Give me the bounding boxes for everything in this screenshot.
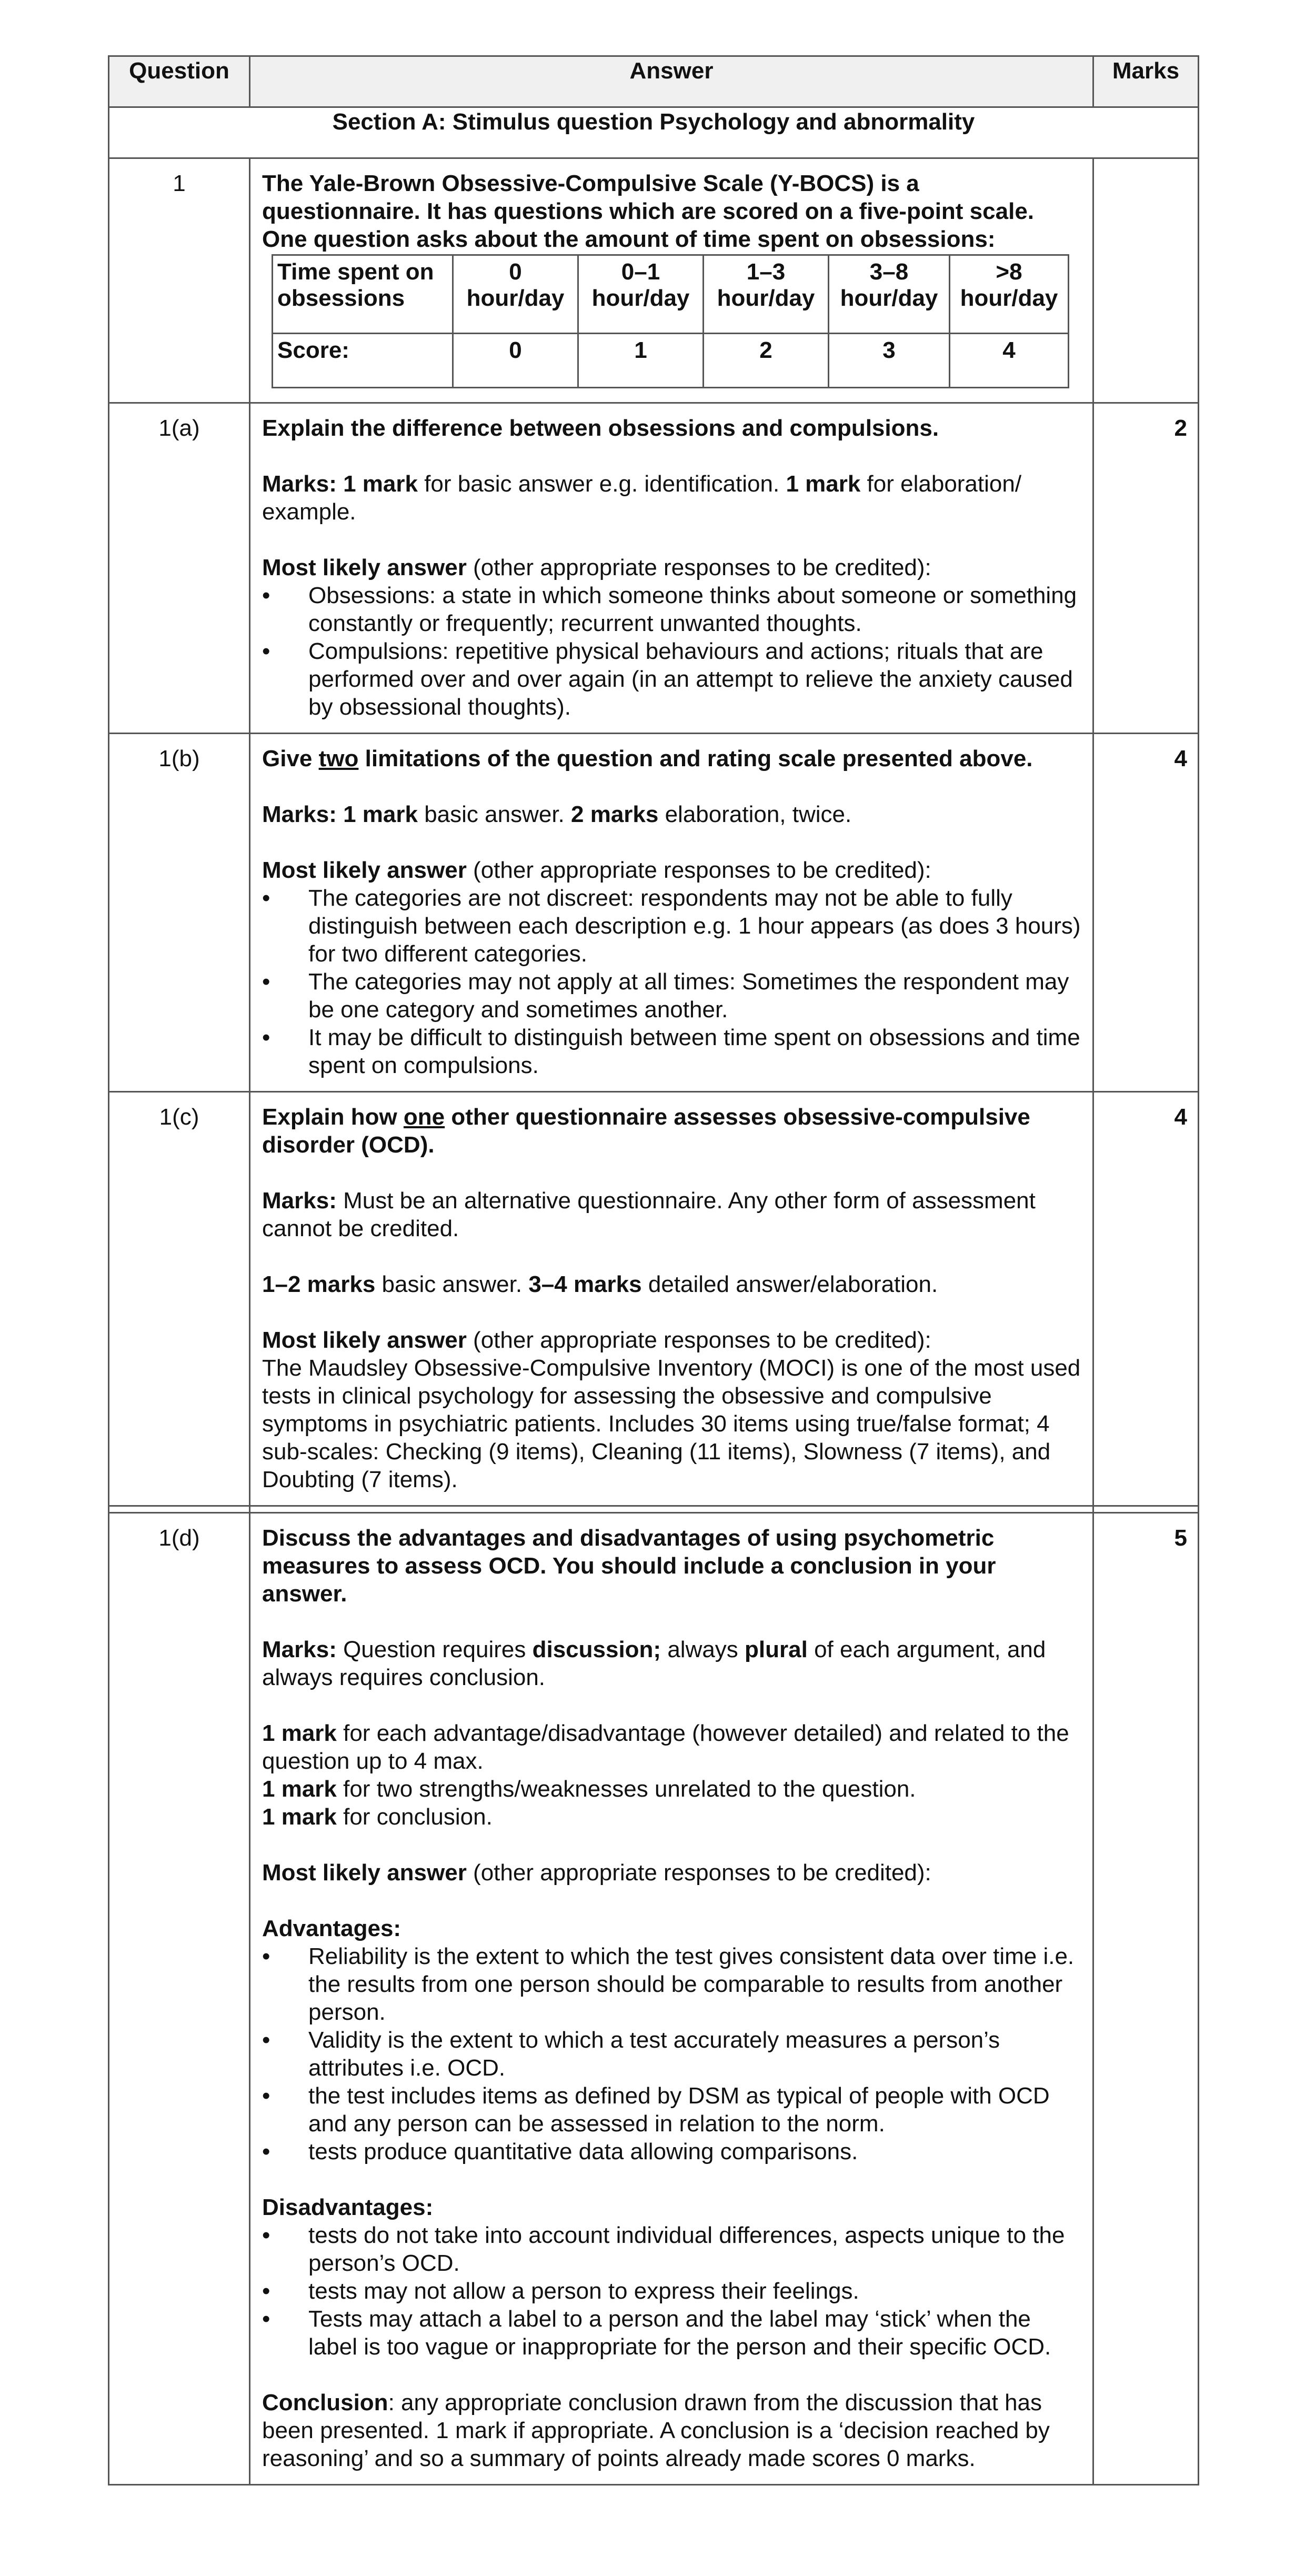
ybocs-header-row	[273, 255, 1069, 334]
ybocs-col-2: 1–3 hour/day	[704, 255, 829, 334]
answer-bullets	[262, 884, 1081, 1079]
ybocs-col-3: 3–8 hour/day	[829, 255, 950, 334]
marks-value: 4	[1093, 734, 1199, 1092]
mark-bold: 1 mark	[262, 1804, 337, 1830]
ybocs-score-0: 0	[453, 334, 578, 388]
marks-label: Marks:	[262, 1637, 337, 1662]
marks-value: 4	[1093, 1092, 1199, 1506]
marks-text: Question requires	[336, 1637, 533, 1662]
ybocs-col-1: 0–1 hour/day	[578, 255, 704, 334]
ybocs-score-2: 2	[704, 334, 829, 388]
question-text	[262, 1103, 1081, 1159]
question-number: 1(d)	[109, 1513, 250, 2485]
mark-bold: 1 mark	[343, 801, 418, 827]
bullet-item: • Obsessions: a state in which someone thinks about someone or something constantly or frequently; recurrent unwanted thoughts.	[262, 582, 1081, 637]
most-likely-answer-heading	[262, 856, 1081, 884]
header-answer: Answer	[250, 56, 1093, 107]
mla-label: Most likely answer	[262, 1327, 467, 1353]
mark-rule	[262, 1775, 1081, 1803]
bullet-item: • The categories are not discreet: respondents may not be able to fully distinguish between each description e.g. 1 hour appears (as does 3 hours) for two different categories.	[262, 884, 1081, 968]
question-pre: Give	[262, 746, 319, 771]
marks-label: Marks:	[262, 471, 337, 497]
marks-label: Marks:	[262, 801, 337, 827]
mark-bold: 1 mark	[343, 471, 418, 497]
conclusion-text	[262, 2389, 1081, 2472]
mla-label: Most likely answer	[262, 1860, 467, 1886]
question-row-1d	[109, 1513, 1199, 2485]
question-stem: The Yale-Brown Obsessive-Compulsive Scale (Y-BOCS) is a questionnaire. It has questions which are scored on a five-point scale. One question asks about the amount of time spent on obsessions:	[262, 171, 1035, 252]
mark-text: for two strengths/weaknesses unrelated to the question.	[336, 1776, 916, 1802]
question-post: limitations of the question and rating scale presented above.	[358, 746, 1033, 771]
marks-text: Must be an alternative questionnaire. Any other form of assessment cannot be credited.	[262, 1188, 1036, 1241]
bullet-item: • the test includes items as defined by DSM as typical of people with OCD and any person can be assessed in relation to the norm.	[262, 2082, 1081, 2138]
question-row-1a	[109, 403, 1199, 734]
mla-note: (other appropriate responses to be credited):	[466, 1327, 931, 1353]
bullet-item: • Validity is the extent to which a test accurately measures a person’s attributes i.e. OCD.	[262, 2026, 1081, 2082]
answer-text: The Maudsley Obsessive-Compulsive Inventory (MOCI) is one of the most used tests in clinical psychology for assessing the obsessive and compulsive symptoms in psychiatric patients. Includes 30 items using true/false format; 4 sub-scales: Checking (9 items), Cleaning (11 items), Slowness (7 items), and Doubting (7 items).	[262, 1355, 1081, 1492]
bullet-item: • tests may not allow a person to express their feelings.	[262, 2277, 1081, 2305]
question-text: Discuss the advantages and disadvantages of using psychometric measures to assess OCD. You should include a conclusion in your answer.	[262, 1525, 996, 1607]
question-text	[262, 745, 1081, 773]
bullet-item: • Reliability is the extent to which the test gives consistent data over time i.e. the results from one person should be comparable to results from another person.	[262, 1942, 1081, 2026]
mark-text: for conclusion.	[336, 1804, 493, 1830]
answer-bullets	[262, 582, 1081, 721]
ybocs-score-3: 3	[829, 334, 950, 388]
marks-note	[262, 1636, 1081, 1691]
bullet-item: • The categories may not apply at all times: Sometimes the respondent may be one category and sometimes another.	[262, 968, 1081, 1024]
disadvantages-bullets	[262, 2221, 1081, 2361]
answer-cell	[250, 1092, 1093, 1506]
ybocs-score-1: 1	[578, 334, 704, 388]
question-underlined: two	[318, 746, 359, 771]
mark-text: basic answer.	[417, 801, 571, 827]
mark-bold: 1–2 marks	[262, 1271, 376, 1297]
marks-text: always	[661, 1637, 745, 1662]
mark-text: for elaboration/ example.	[262, 471, 1022, 525]
mark-text: elaboration, twice.	[658, 801, 852, 827]
ybocs-col-4: >8 hour/day	[950, 255, 1069, 334]
spacer-cell	[1093, 1506, 1199, 1513]
marks-value: 5	[1093, 1513, 1199, 2485]
marks-value: 2	[1093, 403, 1199, 734]
question-row-1c	[109, 1092, 1199, 1506]
header-row	[109, 56, 1199, 107]
marks-scheme	[262, 800, 1081, 828]
ybocs-score-label: Score:	[273, 334, 453, 388]
answer-cell	[250, 1513, 1093, 2485]
question-underlined: one	[403, 1104, 445, 1130]
question-number: 1	[109, 158, 250, 403]
answer-cell	[250, 158, 1093, 403]
spacer-row	[109, 1506, 1199, 1513]
section-title: Section A: Stimulus question Psychology and abnormality	[109, 107, 1199, 158]
question-pre: Explain how	[262, 1104, 404, 1130]
ybocs-score-row	[273, 334, 1069, 388]
mark-bold: 2 marks	[571, 801, 659, 827]
question-row-1	[109, 158, 1199, 403]
marks-bold: discussion;	[532, 1637, 661, 1662]
ybocs-col-0: 0 hour/day	[453, 255, 578, 334]
mla-note: (other appropriate responses to be credited):	[466, 555, 931, 580]
mark-bold: 3–4 marks	[528, 1271, 642, 1297]
mark-bold: 1 mark	[262, 1776, 337, 1802]
ybocs-score-4: 4	[950, 334, 1069, 388]
header-question: Question	[109, 56, 250, 107]
marks-note	[262, 1187, 1081, 1242]
most-likely-answer-heading	[262, 1859, 1081, 1887]
advantages-bullets	[262, 1942, 1081, 2166]
ybocs-time-table	[272, 254, 1069, 388]
most-likely-answer-heading	[262, 554, 1081, 582]
mark-text: detailed answer/elaboration.	[641, 1271, 938, 1297]
section-row	[109, 107, 1199, 158]
marks-scheme	[262, 470, 1081, 526]
mla-note: (other appropriate responses to be credited):	[466, 1860, 931, 1886]
bullet-item: • tests produce quantitative data allowing comparisons.	[262, 2138, 1081, 2166]
advantages-heading: Advantages:	[262, 1916, 401, 1941]
question-post: other questionnaire assesses obsessive-compulsive disorder (OCD).	[262, 1104, 1030, 1158]
header-marks: Marks	[1093, 56, 1199, 107]
marks-bold: plural	[745, 1637, 808, 1662]
question-row-1b	[109, 734, 1199, 1092]
spacer-cell	[109, 1506, 250, 1513]
marks-label: Marks:	[262, 1188, 337, 1214]
conclusion-body: : any appropriate conclusion drawn from the discussion that has been presented. 1 mark if appropriate. A conclusion is a ‘decision reached by reasoning’ and so a summary of points already made scores 0 marks.	[262, 2390, 1050, 2471]
mark-rule	[262, 1803, 1081, 1831]
bullet-item: • Compulsions: repetitive physical behaviours and actions; rituals that are performed over and over again (in an attempt to relieve the anxiety caused by obsessional thoughts).	[262, 637, 1081, 721]
mark-bold: 1 mark	[786, 471, 861, 497]
mark-bold: 1 mark	[262, 1720, 337, 1746]
most-likely-answer-heading	[262, 1326, 1081, 1354]
mark-text: for basic answer e.g. identification.	[417, 471, 786, 497]
mla-label: Most likely answer	[262, 555, 467, 580]
bullet-item: • It may be difficult to distinguish between time spent on obsessions and time spent on compulsions.	[262, 1024, 1081, 1079]
mark-rule	[262, 1719, 1081, 1775]
spacer-cell	[250, 1506, 1093, 1513]
bullet-item: • Tests may attach a label to a person and the label may ‘stick’ when the label is too vague or inappropriate for the person and their specific OCD.	[262, 2305, 1081, 2361]
mark-text: basic answer.	[375, 1271, 529, 1297]
ybocs-row-label: Time spent on obsessions	[273, 255, 453, 334]
bullet-item: • tests do not take into account individual differences, aspects unique to the person’s OCD.	[262, 2221, 1081, 2277]
question-text: Explain the difference between obsessions and compulsions.	[262, 415, 939, 441]
conclusion-label: Conclusion	[262, 2390, 388, 2415]
marks-text: of each argument, and always requires conclusion.	[262, 1637, 1046, 1690]
mla-label: Most likely answer	[262, 857, 467, 883]
disadvantages-heading: Disadvantages:	[262, 2194, 434, 2220]
marks-scheme	[262, 1270, 1081, 1298]
mark-scheme-table	[108, 55, 1199, 2485]
question-number: 1(c)	[109, 1092, 250, 1506]
mark-text: for each advantage/disadvantage (however detailed) and related to the question up to 4 max.	[262, 1720, 1069, 1774]
answer-cell	[250, 403, 1093, 734]
question-number: 1(b)	[109, 734, 250, 1092]
answer-cell	[250, 734, 1093, 1092]
mla-note: (other appropriate responses to be credited):	[466, 857, 931, 883]
marks-cell	[1093, 158, 1199, 403]
question-number: 1(a)	[109, 403, 250, 734]
